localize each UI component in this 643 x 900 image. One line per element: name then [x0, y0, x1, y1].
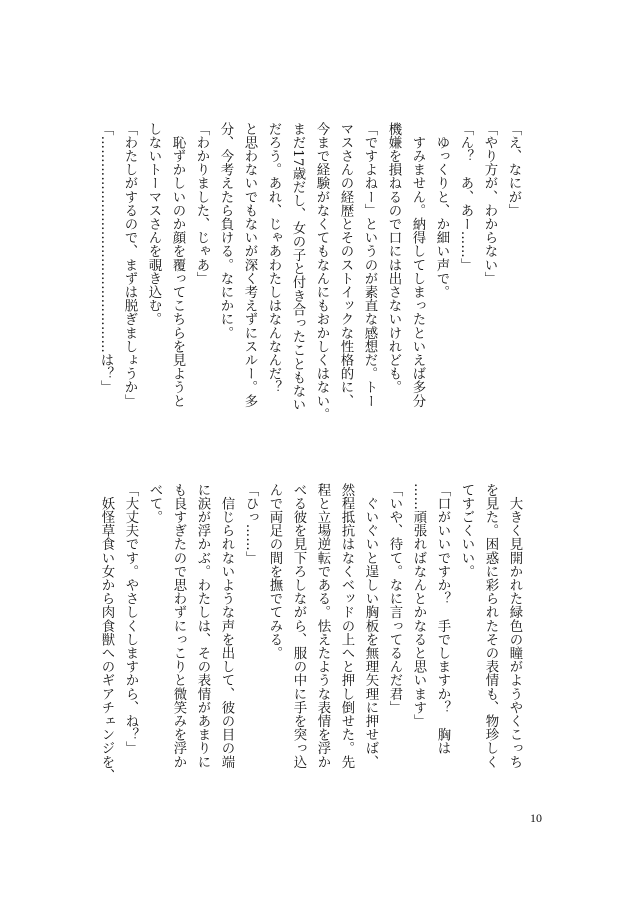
- text-line: 然程抵抗はなくベッドの上へと押し倒せた。先: [339, 483, 354, 769]
- text-line: 信じられないような声を出して、彼の目の端: [219, 483, 234, 769]
- text-line: 「大丈夫です。やさしくしますから、ね？」: [123, 483, 138, 755]
- text-line: 恥ずかしいのか顔を覆ってこちらを見ようと: [170, 122, 185, 408]
- text-line: ……頑張ればなんとかなると思います」: [411, 483, 426, 728]
- text-line: 機嫌を損ねるので口には出さないけれども。: [386, 122, 401, 394]
- text-line: ゆっくりと、か細い声で。: [434, 122, 449, 299]
- text-line: べて。: [147, 483, 162, 524]
- text-line: んで両足の間を撫でてみる。: [267, 483, 282, 660]
- text-line: 分、今考えたら負ける。なにかに。: [218, 122, 233, 340]
- text-line: 「口がいいですか？ 手でしますか？ 胸は: [435, 483, 450, 755]
- text-line: 「やり方が、わからない」: [482, 122, 497, 286]
- text-line: すみません。納得してしまったといえば多分: [410, 122, 425, 408]
- text-line: 「わかりました、じゃあ」: [194, 122, 209, 286]
- text-line: まだ17歳だし、女の子と付き合ったこともない: [290, 122, 305, 412]
- text-line: べる彼を見下ろしながら、服の中に手を突っ込: [291, 483, 306, 769]
- text-line: 「ん？ あ、あー……」: [458, 122, 473, 272]
- text-line: に涙が浮かぶ。わたしは、その表情があまりに: [195, 483, 210, 769]
- upper-text-block: [98, 122, 525, 447]
- text-line: 「え、なにが」: [506, 122, 521, 218]
- text-line: と思わないでもないが深く考えずにスルー。多: [242, 122, 257, 408]
- page-number: 10: [530, 811, 542, 825]
- text-line: も良すぎたので思わずにっこりと微笑みを浮か: [171, 483, 186, 769]
- lower-text-block: [99, 483, 526, 783]
- text-line: を見た。困惑に彩られたその表情も、物珍しく: [483, 483, 498, 769]
- text-line: ぐいぐいと逞しい胸板を無理矢理に押せば、: [363, 483, 378, 769]
- text-line: 妖怪草食い女から肉食獣へのギアチェンジを、: [99, 483, 114, 783]
- text-line: マスさんの経歴とそのストイックな性格的に、: [338, 122, 353, 408]
- text-line: 「いや、待て。なに言ってるんだ君」: [387, 483, 402, 715]
- text-line: 「わたしがするので、まずは脱ぎましょうか」: [122, 122, 137, 408]
- text-line: しないトーマスさんを覗き込む。: [146, 122, 161, 326]
- text-line: 「…………………………………………は？」: [98, 122, 113, 394]
- text-line: 大きく見開かれた緑色の瞳がようやくこっち: [507, 483, 522, 769]
- text-line: だろう。あれ、じゃあわたしはなんなんだ？: [266, 122, 281, 394]
- text-line: 「ですよねー」というのが素直な感想だ。トー: [362, 122, 377, 408]
- text-line: てすごくいい。: [459, 483, 474, 579]
- text-line: 「ひっ……」: [243, 483, 258, 565]
- text-line: 程と立場逆転である。怯えたような表情を浮か: [315, 483, 330, 769]
- text-line: 今まで経験がなくてもなんにもおかしくはない。: [314, 122, 329, 422]
